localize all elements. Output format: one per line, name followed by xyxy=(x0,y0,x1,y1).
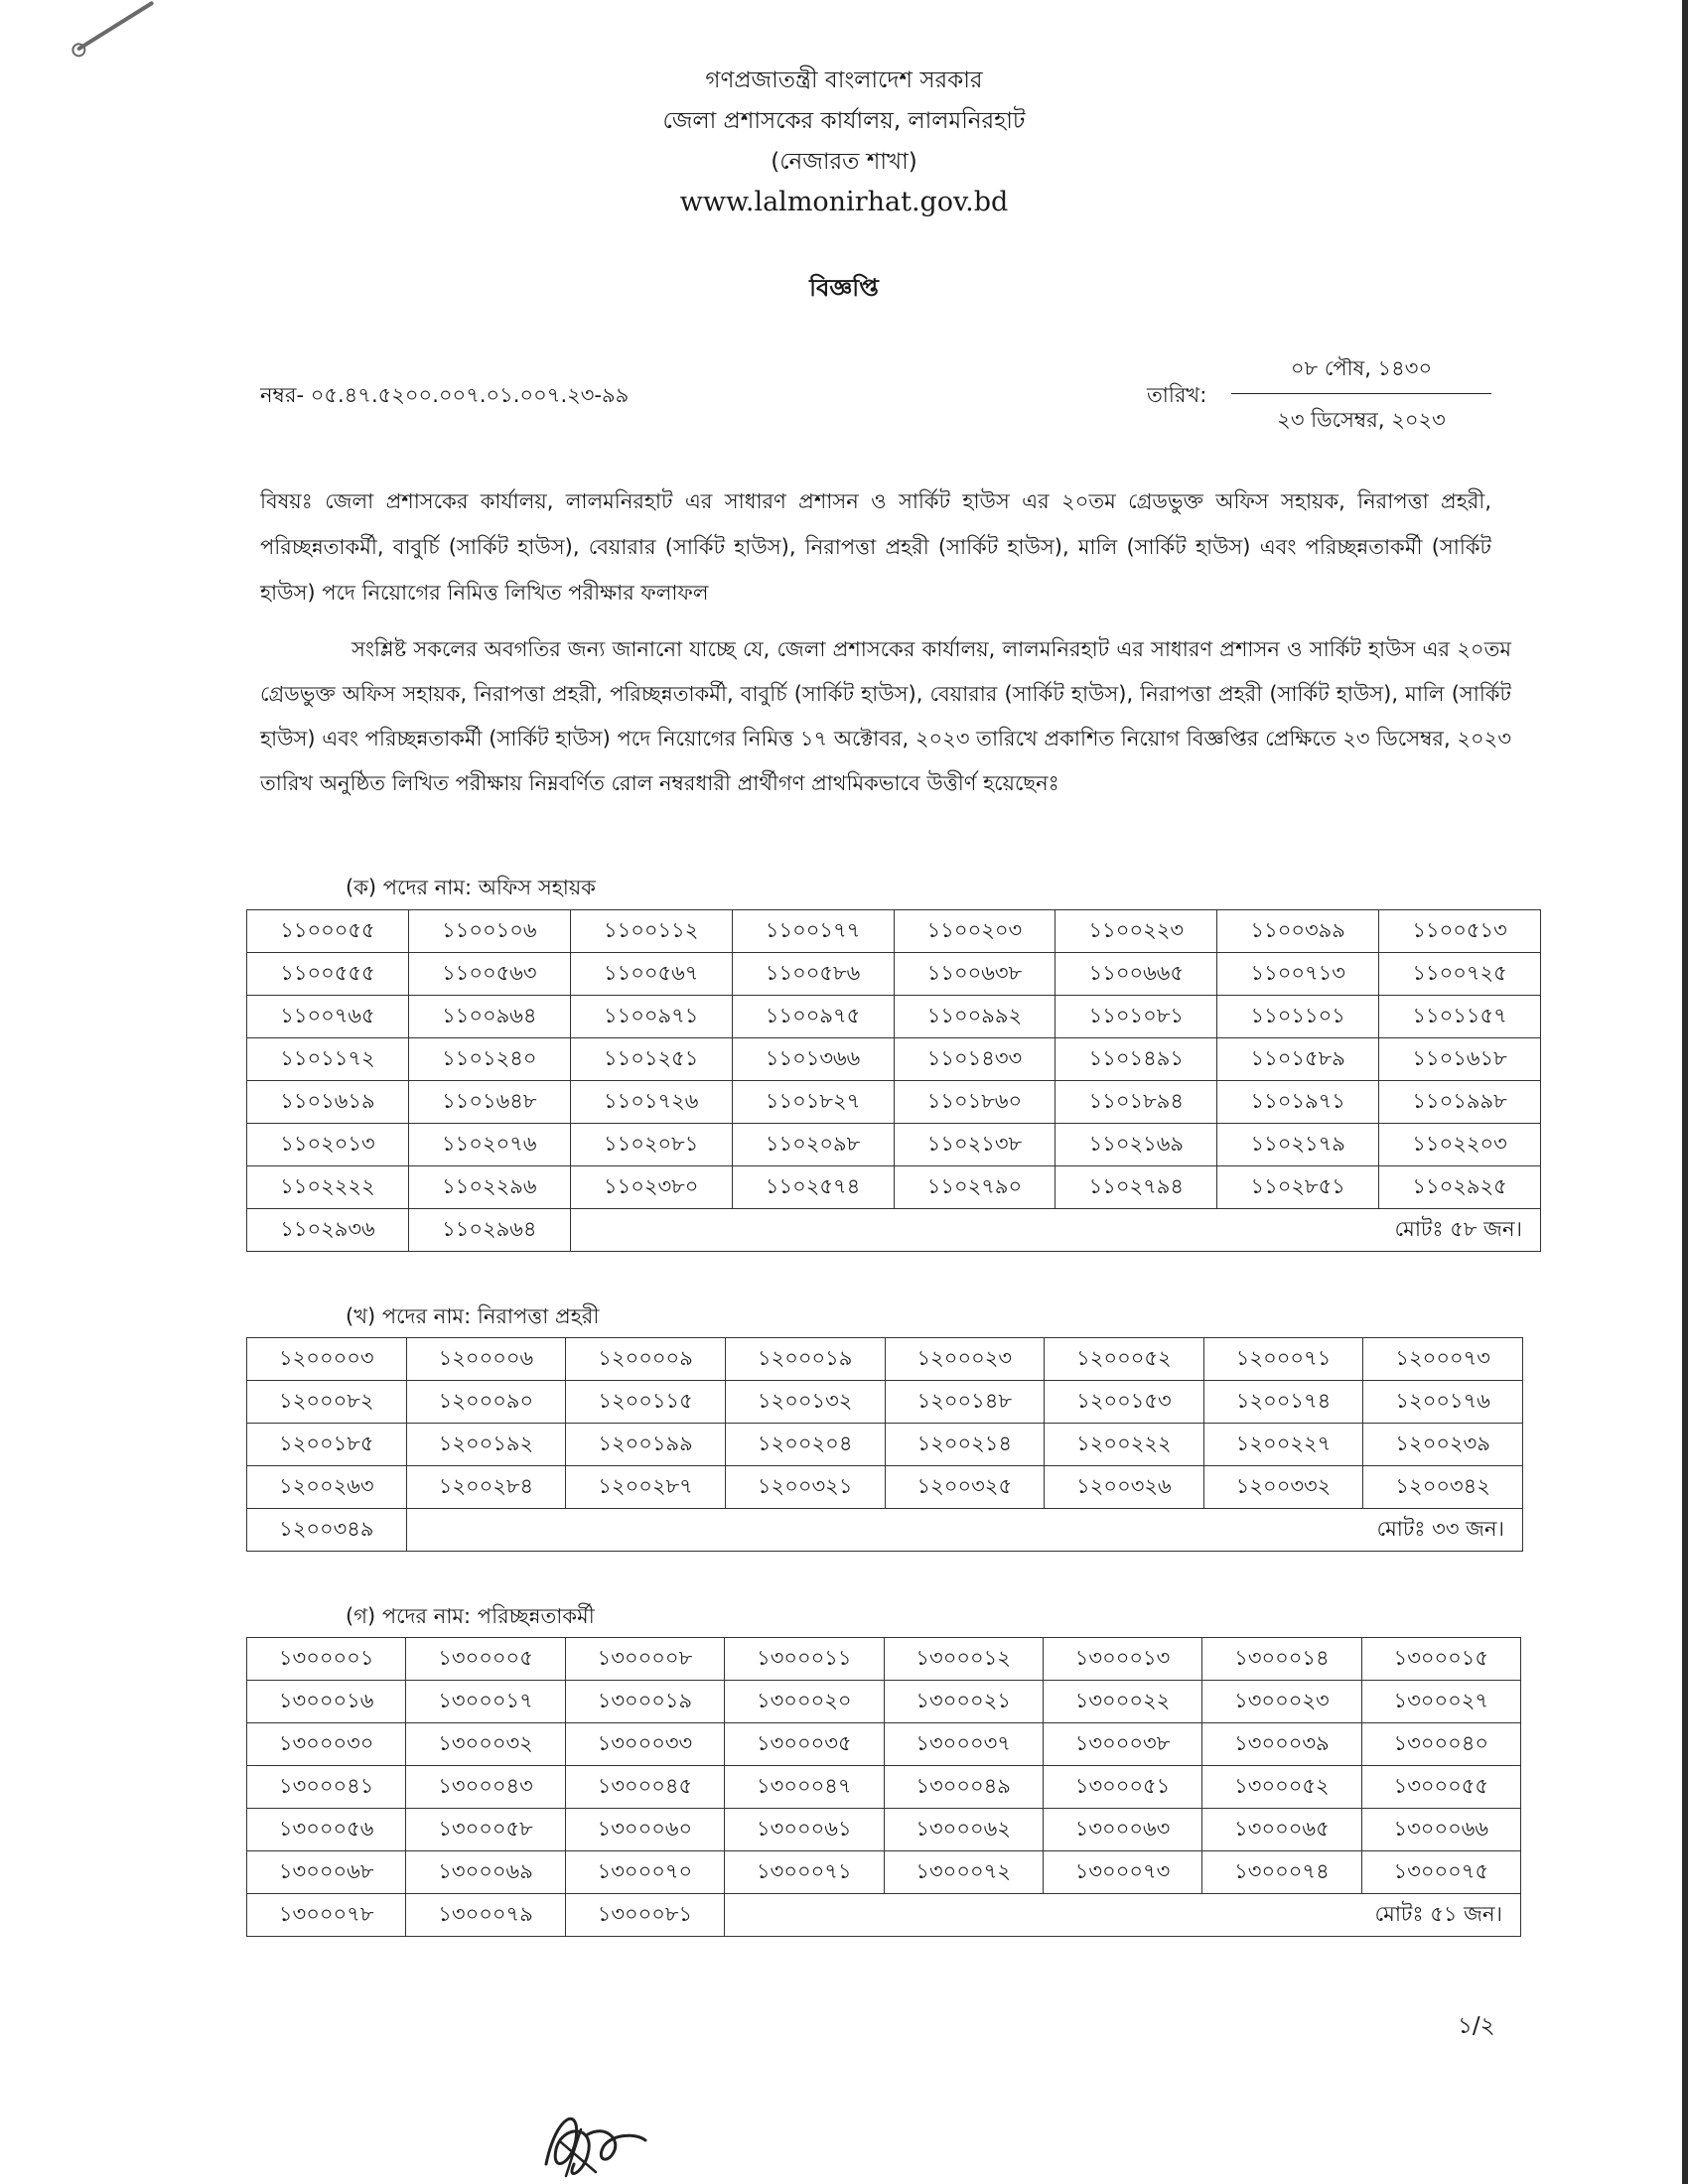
roll-number-cell: ১২০০০১৯ xyxy=(725,1338,885,1381)
roll-number-cell: ১২০০১৭৬ xyxy=(1363,1381,1523,1424)
table-row xyxy=(247,1766,1521,1809)
roll-number-cell: ১১০০৭৬৫ xyxy=(247,996,409,1038)
roll-number-cell: ১২০০৩২৬ xyxy=(1045,1466,1204,1509)
roll-number-cell: ১১০১৪৩৩ xyxy=(894,1038,1055,1081)
section-title-office-assistant: (ক) পদের নাম: অফিস সহায়ক xyxy=(346,876,596,899)
roll-number-cell: ১১০১৮৯৪ xyxy=(1055,1081,1217,1124)
roll-number-cell: ১১০১৯৯৮ xyxy=(1379,1081,1541,1124)
roll-number-cell: ১১০২০১৩ xyxy=(247,1124,409,1166)
roll-number-cell: ১৩০০০১৫ xyxy=(1361,1638,1520,1681)
roll-number-cell: ১৩০০০১১ xyxy=(725,1638,884,1681)
roll-number-cell: ১২০০২৮৪ xyxy=(406,1466,566,1509)
roll-number-cell: ১১০২৯৬৪ xyxy=(408,1209,570,1252)
roll-number-cell: ১২০০১৭৪ xyxy=(1203,1381,1363,1424)
roll-number-cell: ১৩০০০৪১ xyxy=(247,1766,406,1809)
roll-number-cell: ১২০০৩২১ xyxy=(725,1466,885,1509)
roll-number-cell: ১৩০০০৩২ xyxy=(406,1723,565,1766)
roll-number-cell: ১১০০৬৩৮ xyxy=(894,953,1055,996)
date-bangla: ০৮ পৌষ, ১৪৩০ xyxy=(1231,352,1491,394)
roll-number-cell: ১১০২৭৯০ xyxy=(894,1166,1055,1209)
roll-number-cell: ১১০০৭১৩ xyxy=(1217,953,1379,996)
roll-number-cell: ১২০০৩৪৯ xyxy=(247,1509,407,1552)
roll-number-cell: ১২০০০২৩ xyxy=(885,1338,1045,1381)
roll-number-cell: ১১০০২০৩ xyxy=(894,910,1055,953)
roll-number-cell: ১৩০০০৩৫ xyxy=(725,1723,884,1766)
roll-number-cell: ১২০০২১৪ xyxy=(885,1424,1045,1466)
section-title-cleaner: (গ) পদের নাম: পরিচ্ছন্নতাকর্মী xyxy=(346,1604,595,1628)
roll-number-cell: ১১০০৫১৩ xyxy=(1379,910,1541,953)
roll-number-cell: ১২০০১৫৩ xyxy=(1045,1381,1204,1424)
roll-number-cell: ১১০২২০৩ xyxy=(1379,1124,1541,1166)
roll-number-cell: ১৩০০০৩৩ xyxy=(565,1723,724,1766)
table-row xyxy=(247,1081,1541,1124)
body-paragraph: সংশ্লিষ্ট সকলের অবগতির জন্য জানানো যাচ্ছে যে, জেলা প্রশাসকের কার্যালয়, লালমনিরহাট এর সাধারণ প্রশাসন ও সার্কিট হাউস এর ২০তম গ্রেডভুক্ত অফিস সহায়ক, নিরাপত্তা প্রহরী, পরিচ্ছন্নতাকর্মী, বাবুর্চি (সার্কিট হাউস), বেয়ারার (সার্কিট হাউস), নিরাপত্তা প্রহরী (সার্কিট হাউস), মালি (সার্কিট হাউস) এবং পরিচ্ছন্নতাকর্মী (সার্কিট হাউস) পদে নিয়োগের নিমিত্ত ১৭ অক্টোবর, ২০২৩ তারিখে প্রকাশিত নিয়োগ বিজ্ঞপ্তির প্রেক্ষিতে ২৩ ডিসেম্বর, ২০২৩ তারিখ অনুষ্ঠিত লিখিত পরীক্ষায় নিম্নবর্ণিত রোল নম্বরধারী প্রার্থীগণ প্রাথমিকভাবে উত্তীর্ণ হয়েছেনঃ xyxy=(260,637,1511,795)
roll-table-security-guard xyxy=(246,1337,1523,1552)
roll-number-cell: ১১০০১৭৭ xyxy=(732,910,894,953)
roll-number-cell: ১২০০২৬৩ xyxy=(247,1466,407,1509)
roll-number-cell: ১৩০০০৮১ xyxy=(565,1894,724,1937)
roll-number-cell: ১৩০০০২২ xyxy=(1043,1681,1201,1723)
roll-number-cell: ১৩০০০২৭ xyxy=(1361,1681,1520,1723)
date-gregorian: ২৩ ডিসেম্বর, ২০২৩ xyxy=(1277,408,1446,432)
roll-number-cell: ১১০১৬৪৮ xyxy=(408,1081,570,1124)
total-count-cell: মোটঃ ৫৮ জন। xyxy=(570,1209,1540,1252)
roll-number-cell: ১১০০১১২ xyxy=(570,910,732,953)
table-row xyxy=(247,996,1541,1038)
roll-number-cell: ১১০০১০৬ xyxy=(408,910,570,953)
roll-number-cell: ১৩০০০০১ xyxy=(247,1638,406,1681)
roll-number-cell: ১১০২৯৩৬ xyxy=(247,1209,409,1252)
roll-number-cell: ১৩০০০৬৫ xyxy=(1202,1809,1361,1851)
roll-number-cell: ১১০০৭২৫ xyxy=(1379,953,1541,996)
roll-number-cell: ১৩০০০৭৪ xyxy=(1202,1851,1361,1894)
table-row xyxy=(247,1338,1523,1381)
roll-number-cell: ১৩০০০৬৯ xyxy=(406,1851,565,1894)
table-row xyxy=(247,910,1541,953)
roll-number-cell: ১৩০০০৪৯ xyxy=(884,1766,1043,1809)
roll-number-cell: ১১০১১৭২ xyxy=(247,1038,409,1081)
roll-number-cell: ১১০১২৪০ xyxy=(408,1038,570,1081)
roll-number-cell: ১১০২০৯৮ xyxy=(732,1124,894,1166)
roll-table-office-assistant xyxy=(246,909,1541,1252)
roll-number-cell: ১৩০০০৭৯ xyxy=(406,1894,565,1937)
roll-number-cell: ১৩০০০৫৫ xyxy=(1361,1766,1520,1809)
roll-number-cell: ১৩০০০১৯ xyxy=(565,1681,724,1723)
roll-number-cell: ১১০০৫৮৬ xyxy=(732,953,894,996)
roll-number-cell: ১৩০০০৫২ xyxy=(1202,1766,1361,1809)
roll-number-cell: ১২০০৩২৫ xyxy=(885,1466,1045,1509)
roll-number-cell: ১১০২৫৭৪ xyxy=(732,1166,894,1209)
roll-number-cell: ১২০০২২৭ xyxy=(1203,1424,1363,1466)
table-row xyxy=(247,1209,1541,1252)
roll-number-cell: ১২০০০৫২ xyxy=(1045,1338,1204,1381)
roll-number-cell: ১১০২৭৯৪ xyxy=(1055,1166,1217,1209)
roll-number-cell: ১৩০০০৩৮ xyxy=(1043,1723,1201,1766)
roll-number-cell: ১৩০০০৭৮ xyxy=(247,1894,406,1937)
date-label: তারিখ: xyxy=(1147,383,1207,407)
roll-number-cell: ১৩০০০৭৩ xyxy=(1043,1851,1201,1894)
table-row xyxy=(247,1681,1521,1723)
roll-number-cell: ১১০১৬১৯ xyxy=(247,1081,409,1124)
roll-number-cell: ১১০০৬৬৫ xyxy=(1055,953,1217,996)
roll-number-cell: ১৩০০০৭৫ xyxy=(1361,1851,1520,1894)
roll-number-cell: ১২০০৩৩২ xyxy=(1203,1466,1363,1509)
total-count-cell: মোটঃ ৩৩ জন। xyxy=(406,1509,1522,1552)
roll-number-cell: ১১০১৮২৭ xyxy=(732,1081,894,1124)
roll-number-cell: ১২০০০৭৩ xyxy=(1363,1338,1523,1381)
page-number: ১/২ xyxy=(1458,2013,1495,2039)
roll-number-cell: ১২০০০৮২ xyxy=(247,1381,407,1424)
roll-number-cell: ১২০০০০৬ xyxy=(406,1338,566,1381)
roll-number-cell: ১৩০০০৪৩ xyxy=(406,1766,565,1809)
roll-number-cell: ১১০২০৮১ xyxy=(570,1124,732,1166)
table-row xyxy=(247,1509,1523,1552)
roll-number-cell: ১২০০১৯২ xyxy=(406,1424,566,1466)
roll-number-cell: ১১০০২২৩ xyxy=(1055,910,1217,953)
roll-number-cell: ১৩০০০১২ xyxy=(884,1638,1043,1681)
roll-number-cell: ১১০১০৮১ xyxy=(1055,996,1217,1038)
roll-number-cell: ১১০০৯৬৪ xyxy=(408,996,570,1038)
roll-number-cell: ১৩০০০৫৮ xyxy=(406,1809,565,1851)
table-row xyxy=(247,1466,1523,1509)
table-row xyxy=(247,1166,1541,1209)
roll-number-cell: ১৩০০০৭০ xyxy=(565,1851,724,1894)
roll-number-cell: ১১০১১৫৭ xyxy=(1379,996,1541,1038)
roll-number-cell: ১২০০১৪৮ xyxy=(885,1381,1045,1424)
table-row xyxy=(247,1038,1541,1081)
roll-number-cell: ১২০০০৭১ xyxy=(1203,1338,1363,1381)
roll-number-cell: ১২০০৩৪২ xyxy=(1363,1466,1523,1509)
table-row xyxy=(247,1851,1521,1894)
website-link[interactable]: www.lalmonirhat.gov.bd xyxy=(679,187,1009,217)
roll-number-cell: ১১০১৮৬০ xyxy=(894,1081,1055,1124)
roll-number-cell: ১১০২০৭৬ xyxy=(408,1124,570,1166)
roll-number-cell: ১১০২২৯৬ xyxy=(408,1166,570,1209)
roll-number-cell: ১১০১৩৬৬ xyxy=(732,1038,894,1081)
section-title-security-guard: (খ) পদের নাম: নিরাপত্তা প্রহরী xyxy=(346,1304,600,1328)
staple-pin-icon xyxy=(76,1,154,52)
roll-number-cell: ১২০০১৮৫ xyxy=(247,1424,407,1466)
roll-number-cell: ১৩০০০১৩ xyxy=(1043,1638,1201,1681)
roll-number-cell: ১৩০০০২১ xyxy=(884,1681,1043,1723)
roll-number-cell: ১২০০২২২ xyxy=(1045,1424,1204,1466)
roll-number-cell: ১১০০৫৫৫ xyxy=(247,953,409,996)
table-row xyxy=(247,1638,1521,1681)
table-row xyxy=(247,1124,1541,1166)
roll-number-cell: ১১০১৬১৮ xyxy=(1379,1038,1541,1081)
roll-number-cell: ১১০০০৫৫ xyxy=(247,910,409,953)
date-block xyxy=(1231,352,1491,439)
roll-number-cell: ১১০২২২২ xyxy=(247,1166,409,1209)
roll-number-cell: ১৩০০০৬০ xyxy=(565,1809,724,1851)
roll-number-cell: ১৩০০০৫৬ xyxy=(247,1809,406,1851)
roll-number-cell: ১২০০০০৯ xyxy=(566,1338,726,1381)
roll-number-cell: ১১০২৮৫১ xyxy=(1217,1166,1379,1209)
roll-number-cell: ১৩০০০৪৫ xyxy=(565,1766,724,1809)
roll-number-cell: ১১০০৫৬৭ xyxy=(570,953,732,996)
roll-number-cell: ১১০০৯৯২ xyxy=(894,996,1055,1038)
roll-number-cell: ১১০১৫৮৯ xyxy=(1217,1038,1379,1081)
notice-title: বিজ্ঞপ্তি xyxy=(809,274,879,302)
roll-number-cell: ১৩০০০০৫ xyxy=(406,1638,565,1681)
roll-number-cell: ১১০২৩৮০ xyxy=(570,1166,732,1209)
roll-number-cell: ১৩০০০৭১ xyxy=(725,1851,884,1894)
roll-table-cleaner xyxy=(246,1637,1521,1937)
table-row xyxy=(247,1809,1521,1851)
roll-number-cell: ১২০০১৯৯ xyxy=(566,1424,726,1466)
govt-name: গণপ্রজাতন্ত্রী বাংলাদেশ সরকার xyxy=(705,68,983,93)
roll-number-cell: ১১০১৭২৬ xyxy=(570,1081,732,1124)
roll-number-cell: ১৩০০০১৬ xyxy=(247,1681,406,1723)
table-row xyxy=(247,1894,1521,1937)
section-name: (নেজারত শাখা) xyxy=(771,149,917,175)
roll-number-cell: ১২০০২০৪ xyxy=(725,1424,885,1466)
roll-number-cell: ১৩০০০৬৩ xyxy=(1043,1809,1201,1851)
roll-number-cell: ১১০১৯৭১ xyxy=(1217,1081,1379,1124)
table-row xyxy=(247,1424,1523,1466)
roll-number-cell: ১৩০০০৪০ xyxy=(1361,1723,1520,1766)
roll-number-cell: ১৩০০০৪৭ xyxy=(725,1766,884,1809)
roll-number-cell: ১১০০৯৭১ xyxy=(570,996,732,1038)
roll-number-cell: ১৩০০০৩৭ xyxy=(884,1723,1043,1766)
total-count-cell: মোটঃ ৫১ জন। xyxy=(725,1894,1521,1937)
roll-number-cell: ১১০১২৫১ xyxy=(570,1038,732,1081)
roll-number-cell: ১১০০৫৬৩ xyxy=(408,953,570,996)
roll-number-cell: ১২০০০৯০ xyxy=(406,1381,566,1424)
roll-number-cell: ১১০১৪৯১ xyxy=(1055,1038,1217,1081)
roll-number-cell: ১১০০৯৭৫ xyxy=(732,996,894,1038)
roll-number-cell: ১৩০০০২৩ xyxy=(1202,1681,1361,1723)
memo-number: নম্বর- ০৫.৪৭.৫২০০.০০৭.০১.০০৭.২৩-৯৯ xyxy=(260,383,630,407)
roll-number-cell: ১২০০০০৩ xyxy=(247,1338,407,1381)
office-name: জেলা প্রশাসকের কার্যালয়, লালমনিরহাট xyxy=(662,108,1026,134)
roll-number-cell: ১১০২১৩৮ xyxy=(894,1124,1055,1166)
roll-number-cell: ১৩০০০২০ xyxy=(725,1681,884,1723)
roll-number-cell: ১২০০২৩৯ xyxy=(1363,1424,1523,1466)
roll-number-cell: ১১০১১০১ xyxy=(1217,996,1379,1038)
roll-number-cell: ১৩০০০০৮ xyxy=(565,1638,724,1681)
signature-icon xyxy=(526,2095,675,2184)
subject-line: বিষয়ঃ জেলা প্রশাসকের কার্যালয়, লালমনিরহাট এর সাধারণ প্রশাসন ও সার্কিট হাউস এর ২০তম গ্রেডভুক্ত অফিস সহায়ক, নিরাপত্তা প্রহরী, পরিচ্ছন্নতাকর্মী, বাবুর্চি (সার্কিট হাউস), বেয়ারার (সার্কিট হাউস), নিরাপত্তা প্রহরী (সার্কিট হাউস), মালি (সার্কিট হাউস) এবং পরিচ্ছন্নতাকর্মী (সার্কিট হাউস) পদে নিয়োগের নিমিত্ত লিখিত পরীক্ষার ফলাফল xyxy=(260,489,1491,605)
roll-number-cell: ১৩০০০১৪ xyxy=(1202,1638,1361,1681)
roll-number-cell: ১১০০৩৯৯ xyxy=(1217,910,1379,953)
roll-number-cell: ১৩০০০৩৯ xyxy=(1202,1723,1361,1766)
roll-number-cell: ১২০০১৩২ xyxy=(725,1381,885,1424)
roll-number-cell: ১৩০০০৬২ xyxy=(884,1809,1043,1851)
roll-number-cell: ১১০২৯২৫ xyxy=(1379,1166,1541,1209)
table-row xyxy=(247,1381,1523,1424)
roll-number-cell: ১১০২১৭৯ xyxy=(1217,1124,1379,1166)
roll-number-cell: ১১০২১৬৯ xyxy=(1055,1124,1217,1166)
roll-number-cell: ১৩০০০৭২ xyxy=(884,1851,1043,1894)
roll-number-cell: ১৩০০০৬৬ xyxy=(1361,1809,1520,1851)
roll-number-cell: ১৩০০০১৭ xyxy=(406,1681,565,1723)
roll-number-cell: ১২০০১১৫ xyxy=(566,1381,726,1424)
scan-edge xyxy=(1682,0,1688,2184)
roll-number-cell: ১৩০০০৩০ xyxy=(247,1723,406,1766)
table-row xyxy=(247,953,1541,996)
roll-number-cell: ১৩০০০৬১ xyxy=(725,1809,884,1851)
roll-number-cell: ১২০০২৮৭ xyxy=(566,1466,726,1509)
roll-number-cell: ১৩০০০৬৮ xyxy=(247,1851,406,1894)
roll-number-cell: ১৩০০০৫১ xyxy=(1043,1766,1201,1809)
table-row xyxy=(247,1723,1521,1766)
